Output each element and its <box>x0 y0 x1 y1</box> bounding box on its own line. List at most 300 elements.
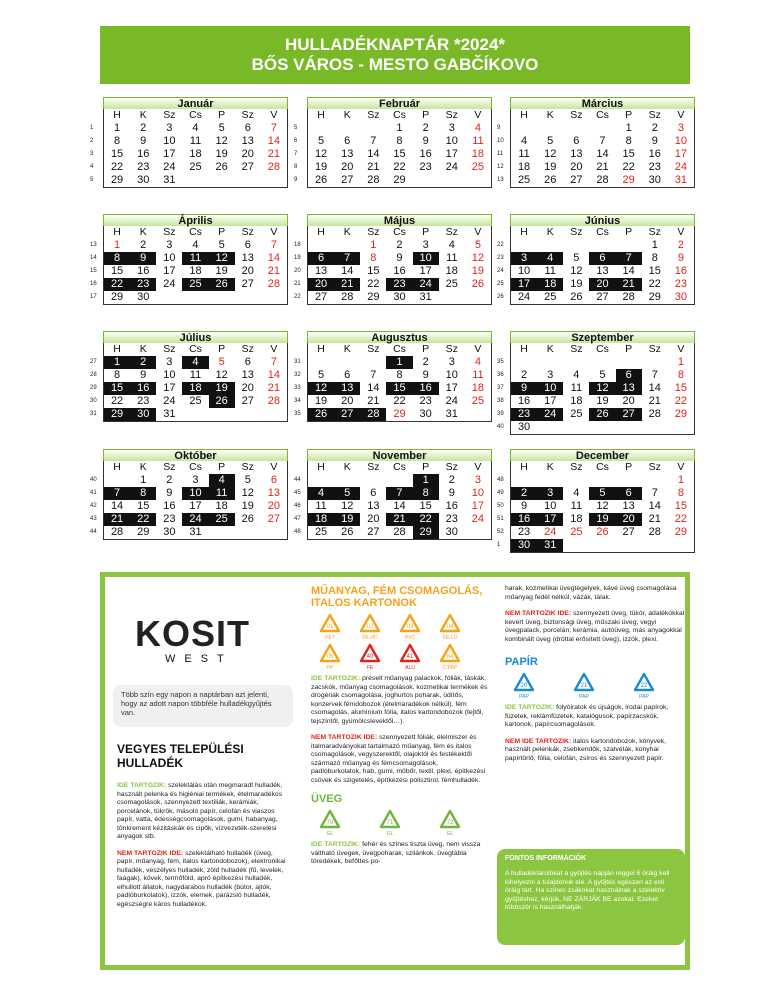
day-cell: 8 <box>114 369 121 381</box>
day-cell: 17 <box>163 148 176 160</box>
week-row <box>294 395 491 408</box>
day-header: V <box>474 226 482 238</box>
day-cell <box>563 356 589 369</box>
day-cell: 1 <box>677 356 684 368</box>
day-cell <box>209 526 235 539</box>
day-cell: 25 <box>209 513 235 526</box>
day-cell <box>563 122 589 135</box>
month-title: Február <box>307 97 492 109</box>
day-cell: 29 <box>393 174 406 186</box>
fontos-title: FONTOS INFORMÁCIÓK <box>505 855 587 862</box>
week-row <box>497 382 694 395</box>
day-cell: 29 <box>104 408 130 421</box>
week-number: 4 <box>90 164 94 170</box>
day-cell: 15 <box>674 500 688 512</box>
day-cell <box>182 174 208 187</box>
day-cell: 4 <box>209 474 235 487</box>
week-number: 52 <box>497 529 504 535</box>
day-cell: 1 <box>140 474 147 486</box>
svg-text:03: 03 <box>406 624 414 630</box>
day-cell: 29 <box>110 291 124 303</box>
day-cell: 7 <box>270 122 277 134</box>
muanyag-title: MŰANYAG, FÉM CSOMAGOLÁS, ITALOS KARTONOK <box>311 585 483 609</box>
day-cell: 30 <box>648 174 661 186</box>
day-header-row <box>104 343 287 356</box>
week-row <box>497 135 694 148</box>
day-header: Cs <box>393 343 406 355</box>
day-header: K <box>139 343 147 355</box>
day-cell: 24 <box>537 408 563 421</box>
week-number: 11 <box>497 151 504 157</box>
day-cell: 31 <box>674 174 688 186</box>
uveg-in-text: fehér és színes tiszta üveg, nem vissza váltható üvegek, üvegpoharak, szilánkok. üvegtábla töredékek, befőttes po- <box>311 841 481 865</box>
svg-text:01: 01 <box>326 624 334 630</box>
day-cell: 30 <box>393 291 406 303</box>
day-cell: 8 <box>114 135 121 147</box>
day-header: V <box>474 461 482 473</box>
day-cell: 4 <box>537 252 563 265</box>
day-header-row <box>511 343 694 356</box>
week-number: 44 <box>90 529 97 535</box>
week-row <box>294 239 491 252</box>
week-number: 9 <box>294 177 298 183</box>
day-cell <box>616 356 642 369</box>
papir-in-label: IDE TARTOZIK: <box>505 704 555 711</box>
week-number: 13 <box>90 242 97 248</box>
month-title: Szeptember <box>510 331 695 343</box>
day-header: P <box>625 226 633 238</box>
day-cell: 16 <box>137 148 150 160</box>
day-cell: 21 <box>386 513 412 526</box>
week-number: 1 <box>90 125 94 131</box>
week-row <box>90 395 287 408</box>
day-cell: 6 <box>244 122 251 134</box>
week-row <box>497 395 694 408</box>
day-cell: 5 <box>599 369 606 381</box>
week-number: 31 <box>90 411 97 417</box>
day-cell: 20 <box>241 148 254 160</box>
day-cell: 13 <box>314 265 328 277</box>
day-cell: 14 <box>596 148 609 160</box>
day-cell: 27 <box>241 161 254 173</box>
day-cell: 9 <box>130 252 156 265</box>
day-header-row <box>104 461 287 474</box>
day-cell: 31 <box>163 174 176 186</box>
uveg-title: ÜVEG <box>311 793 343 805</box>
day-header-row <box>511 226 694 239</box>
col3-section <box>505 585 685 763</box>
day-cell <box>537 356 563 369</box>
day-cell <box>439 291 465 304</box>
svg-text:04: 04 <box>446 624 454 630</box>
day-cell: 23 <box>419 395 432 407</box>
day-cell: 16 <box>517 395 531 407</box>
day-cell: 2 <box>422 122 429 134</box>
recycle-icon: 84 C/PAP <box>435 643 465 671</box>
month-title: Március <box>510 97 695 109</box>
day-cell: 20 <box>267 500 281 512</box>
day-cell: 4 <box>182 356 208 369</box>
day-cell <box>511 239 537 252</box>
day-header: Sz <box>570 226 583 238</box>
day-cell <box>235 174 261 187</box>
day-cell: 7 <box>370 369 377 381</box>
week-number: 14 <box>90 255 97 261</box>
week-number: 48 <box>497 477 504 483</box>
week-row <box>497 252 694 265</box>
uveg-out-text: szennyezett üveg, tükör, adalékokkal kevert üveg, biztonsági üveg, műszaki üveg, vegyi üvegpalack, porcelán, kerámia, autóüveg, más anyagokkal kombinált üveg (dróttal erősített üveg), izzók, plexi. <box>505 610 685 643</box>
week-number: 28 <box>90 372 97 378</box>
day-cell: 14 <box>341 265 354 277</box>
day-cell: 17 <box>544 395 557 407</box>
day-cell: 23 <box>386 278 412 291</box>
month-title: Május <box>307 214 492 226</box>
day-cell: 10 <box>445 369 458 381</box>
week-row <box>497 500 694 513</box>
week-row <box>294 135 491 148</box>
week-row <box>497 148 694 161</box>
day-header: K <box>546 109 554 121</box>
day-cell: 28 <box>648 526 661 538</box>
day-cell: 27 <box>241 395 254 407</box>
day-cell: 22 <box>110 161 124 173</box>
day-cell: 6 <box>270 474 277 486</box>
fontos-text: A hulladéktárolókat a gyűjtés napján reggel 6 óráig kell kihelyezni a tulajdonuk elé. A gyűjtés egészen az esti óráig tart. Ha színes zsákokat használnak a szelektív gyűjtéshez, kérjük, NE ZÁRJÁK BE azokat. Ezeket többször is használhatják. <box>505 870 670 911</box>
day-cell: 12 <box>308 382 334 395</box>
papir-out-text: italos kartondobozok, könyvek, használt pelenkák, zsebkendők, szalvéták, konyhai papírtörlő, fólia, celofán, zsíros és szennyezett papír. <box>505 737 667 762</box>
vegyes-section <box>117 742 291 909</box>
week-number: 38 <box>497 398 504 404</box>
day-cell: 12 <box>314 148 328 160</box>
week-row <box>90 487 287 500</box>
week-row <box>294 369 491 382</box>
month-grid <box>294 343 492 422</box>
day-cell: 28 <box>367 174 380 186</box>
day-cell: 30 <box>419 408 432 420</box>
day-cell <box>235 291 261 304</box>
day-cell: 4 <box>448 239 455 251</box>
week-number: 16 <box>90 281 97 287</box>
day-header: Cs <box>189 226 202 238</box>
day-cell: 18 <box>215 500 228 512</box>
week-row <box>294 161 491 174</box>
week-row <box>497 265 694 278</box>
day-cell: 23 <box>163 513 176 525</box>
month-10 <box>294 449 492 540</box>
muanyag-icons <box>315 613 489 671</box>
day-cell: 13 <box>267 487 281 499</box>
day-header: Sz <box>445 109 458 121</box>
day-cell: 8 <box>104 252 130 265</box>
week-number: 51 <box>497 516 504 522</box>
day-cell: 5 <box>318 369 325 381</box>
day-cell <box>563 421 589 434</box>
day-cell: 27 <box>341 174 354 186</box>
vegyes-out-text: szelektálható hulladék (üveg, papír, műanyag, fém, italos kartondobozok), elektronikai hulladék, veszélyes hulladék, zöld hulladék (fű, levelek, faágak), kövek, termőföld, apró építkezési hulladék, elhullott állatok, nagydarabos hulladék (bútor, ajtók, padlóburkolatok), izzók, elemek, parázsló hulladék, egészségre káros hulladékok. <box>117 849 286 908</box>
day-cell: 7 <box>270 239 277 251</box>
day-cell: 30 <box>137 291 150 303</box>
recycle-icon: 72 GL <box>435 809 465 837</box>
week-number: 12 <box>497 164 504 170</box>
day-cell <box>465 291 491 304</box>
day-header: Sz <box>163 109 176 121</box>
day-cell: 14 <box>393 500 406 512</box>
day-cell: 26 <box>241 513 254 525</box>
day-cell: 19 <box>334 513 360 526</box>
day-cell: 28 <box>267 278 281 290</box>
day-header: Cs <box>596 461 609 473</box>
day-header: V <box>677 461 685 473</box>
day-header: H <box>317 343 325 355</box>
day-cell: 26 <box>471 278 485 290</box>
day-cell <box>589 122 615 135</box>
month-title: November <box>307 449 492 461</box>
day-cell: 24 <box>445 161 458 173</box>
day-cell: 28 <box>267 161 281 173</box>
day-cell: 7 <box>616 252 642 265</box>
svg-text:70: 70 <box>326 820 334 826</box>
day-cell: 25 <box>182 278 208 291</box>
day-cell: 20 <box>616 513 642 526</box>
day-cell: 6 <box>589 252 615 265</box>
fontos-box <box>497 849 685 945</box>
day-header: Sz <box>367 109 380 121</box>
info-panel <box>100 572 690 970</box>
day-header: P <box>218 461 226 473</box>
day-cell: 28 <box>341 291 354 303</box>
day-cell <box>209 174 235 187</box>
day-cell: 26 <box>215 161 228 173</box>
day-cell: 11 <box>570 500 583 512</box>
day-cell: 29 <box>622 174 635 186</box>
week-row <box>497 369 694 382</box>
day-cell: 15 <box>104 382 130 395</box>
day-cell: 29 <box>137 526 150 538</box>
day-cell: 10 <box>163 135 176 147</box>
day-cell: 16 <box>419 148 432 160</box>
day-cell: 27 <box>367 526 380 538</box>
day-cell: 26 <box>570 291 583 303</box>
month-11 <box>497 449 695 553</box>
day-cell: 21 <box>267 265 281 277</box>
week-number: 39 <box>497 411 504 417</box>
svg-text:40: 40 <box>366 654 374 660</box>
day-cell: 25 <box>517 174 531 186</box>
day-header: K <box>546 226 554 238</box>
day-cell <box>563 539 589 552</box>
day-cell: 1 <box>625 122 632 134</box>
day-cell: 19 <box>570 278 583 290</box>
recycle-icon: 71 GL <box>375 809 405 837</box>
day-header: V <box>270 461 278 473</box>
day-cell: 11 <box>446 252 458 264</box>
week-row <box>294 291 491 304</box>
day-cell: 28 <box>110 526 124 538</box>
day-cell: 29 <box>648 291 661 303</box>
week-row <box>497 239 694 252</box>
day-cell: 15 <box>367 265 380 277</box>
day-cell: 8 <box>677 487 684 499</box>
day-cell: 13 <box>570 148 583 160</box>
month-4 <box>294 214 492 305</box>
week-number: 47 <box>294 516 301 522</box>
week-number: 32 <box>294 372 301 378</box>
header-subtitle: BŐS VÁROS - MESTO GABČÍKOVO <box>251 55 539 74</box>
day-header: H <box>113 343 121 355</box>
week-row <box>294 500 491 513</box>
day-cell: 5 <box>334 487 360 500</box>
day-cell: 19 <box>314 161 328 173</box>
day-cell: 5 <box>547 135 554 147</box>
day-header: V <box>677 343 685 355</box>
day-cell: 26 <box>596 526 609 538</box>
day-cell: 29 <box>110 174 124 186</box>
day-header-row <box>104 226 287 239</box>
week-number: 10 <box>497 138 504 144</box>
month-grid <box>497 226 695 305</box>
day-header: P <box>422 461 430 473</box>
vegyes-in-label: IDE TARTOZIK: <box>117 782 167 789</box>
day-cell <box>511 122 537 135</box>
day-cell: 6 <box>344 135 351 147</box>
day-cell <box>642 356 668 369</box>
day-cell <box>104 474 130 487</box>
day-cell: 9 <box>140 369 147 381</box>
day-cell: 7 <box>104 487 130 500</box>
day-cell <box>511 474 537 487</box>
day-cell: 14 <box>367 148 380 160</box>
papir-in <box>505 704 685 730</box>
day-cell: 29 <box>674 526 688 538</box>
day-cell: 21 <box>267 382 281 394</box>
day-cell: 22 <box>393 161 406 173</box>
week-row <box>90 408 287 421</box>
day-cell: 19 <box>314 395 328 407</box>
day-cell: 30 <box>517 421 531 433</box>
day-cell <box>511 356 537 369</box>
day-cell: 12 <box>215 135 228 147</box>
day-cell: 4 <box>192 122 199 134</box>
day-header: Sz <box>163 343 176 355</box>
month-0 <box>90 97 288 188</box>
day-header: Sz <box>241 109 254 121</box>
day-cell: 11 <box>544 265 556 277</box>
week-number: 13 <box>497 177 504 183</box>
day-cell <box>589 474 615 487</box>
day-cell: 2 <box>166 474 173 486</box>
day-cell: 10 <box>471 487 485 499</box>
month-grid <box>294 226 492 305</box>
day-cell: 26 <box>589 408 615 421</box>
day-header: V <box>677 226 685 238</box>
day-cell: 14 <box>367 382 380 394</box>
day-cell: 24 <box>163 395 176 407</box>
month-grid <box>90 343 288 422</box>
svg-text:02: 02 <box>366 624 374 630</box>
recycle-icon: 04 PE-LD <box>435 613 465 641</box>
week-number: 36 <box>497 372 504 378</box>
month-grid <box>497 461 695 553</box>
day-cell: 10 <box>445 135 458 147</box>
week-row <box>294 356 491 369</box>
day-cell: 13 <box>367 500 380 512</box>
week-row <box>90 148 287 161</box>
day-cell: 22 <box>130 513 156 526</box>
day-cell: 30 <box>511 539 537 552</box>
day-cell: 18 <box>471 382 485 394</box>
recycle-icon: 41 ALU <box>395 643 425 671</box>
day-cell: 31 <box>189 526 202 538</box>
day-header: Cs <box>596 109 609 121</box>
day-cell: 16 <box>511 513 537 526</box>
recycle-icon: 05 PP <box>315 643 345 671</box>
day-cell: 3 <box>448 356 455 368</box>
day-cell: 2 <box>140 122 147 134</box>
week-number: 3 <box>90 151 94 157</box>
month-title: Október <box>103 449 288 461</box>
day-cell <box>261 174 287 187</box>
week-number: 17 <box>90 294 97 300</box>
day-cell: 24 <box>674 161 688 173</box>
day-cell: 25 <box>314 526 328 538</box>
week-number: 34 <box>294 398 301 404</box>
logo-main: KOSIT <box>135 613 251 654</box>
day-cell: 19 <box>589 513 615 526</box>
day-cell <box>386 474 412 487</box>
recycle-icon: 70 GL <box>315 809 345 837</box>
day-cell: 6 <box>370 487 377 499</box>
day-header: Sz <box>445 226 458 238</box>
day-cell: 1 <box>114 239 121 251</box>
day-cell: 15 <box>648 265 661 277</box>
day-header: Sz <box>445 461 458 473</box>
day-cell <box>334 239 360 252</box>
week-row <box>497 408 694 421</box>
day-header: H <box>113 226 121 238</box>
day-cell: 24 <box>544 526 557 538</box>
day-cell: 18 <box>189 265 202 277</box>
day-cell <box>589 239 615 252</box>
day-cell <box>589 421 615 434</box>
day-cell <box>537 421 563 434</box>
week-row <box>90 174 287 187</box>
day-header: Sz <box>241 343 254 355</box>
recycle-icon: 20 PAP <box>509 672 539 700</box>
day-cell: 28 <box>622 291 635 303</box>
week-number: 22 <box>497 242 504 248</box>
month-title: Április <box>103 214 288 226</box>
day-header: P <box>625 461 633 473</box>
day-cell: 27 <box>241 278 254 290</box>
week-row <box>497 174 694 187</box>
week-number: 18 <box>294 242 301 248</box>
week-row <box>90 369 287 382</box>
day-cell: 29 <box>393 408 406 420</box>
day-cell <box>589 539 615 552</box>
day-cell: 22 <box>622 161 635 173</box>
day-cell: 26 <box>209 278 235 291</box>
uveg-icons <box>315 809 489 837</box>
uveg-in-cont: harak, kozmetikai üvegtégelyek, kávé üveg csomagolása műanyag fedél nélkül, vázák, tálak. <box>505 585 677 601</box>
week-number: 1 <box>497 542 501 548</box>
day-cell: 7 <box>599 135 606 147</box>
day-cell <box>308 122 334 135</box>
day-header-row <box>308 461 491 474</box>
day-cell <box>308 356 334 369</box>
svg-text:41: 41 <box>406 654 414 660</box>
day-cell: 2 <box>448 474 455 486</box>
day-cell: 11 <box>518 148 530 160</box>
